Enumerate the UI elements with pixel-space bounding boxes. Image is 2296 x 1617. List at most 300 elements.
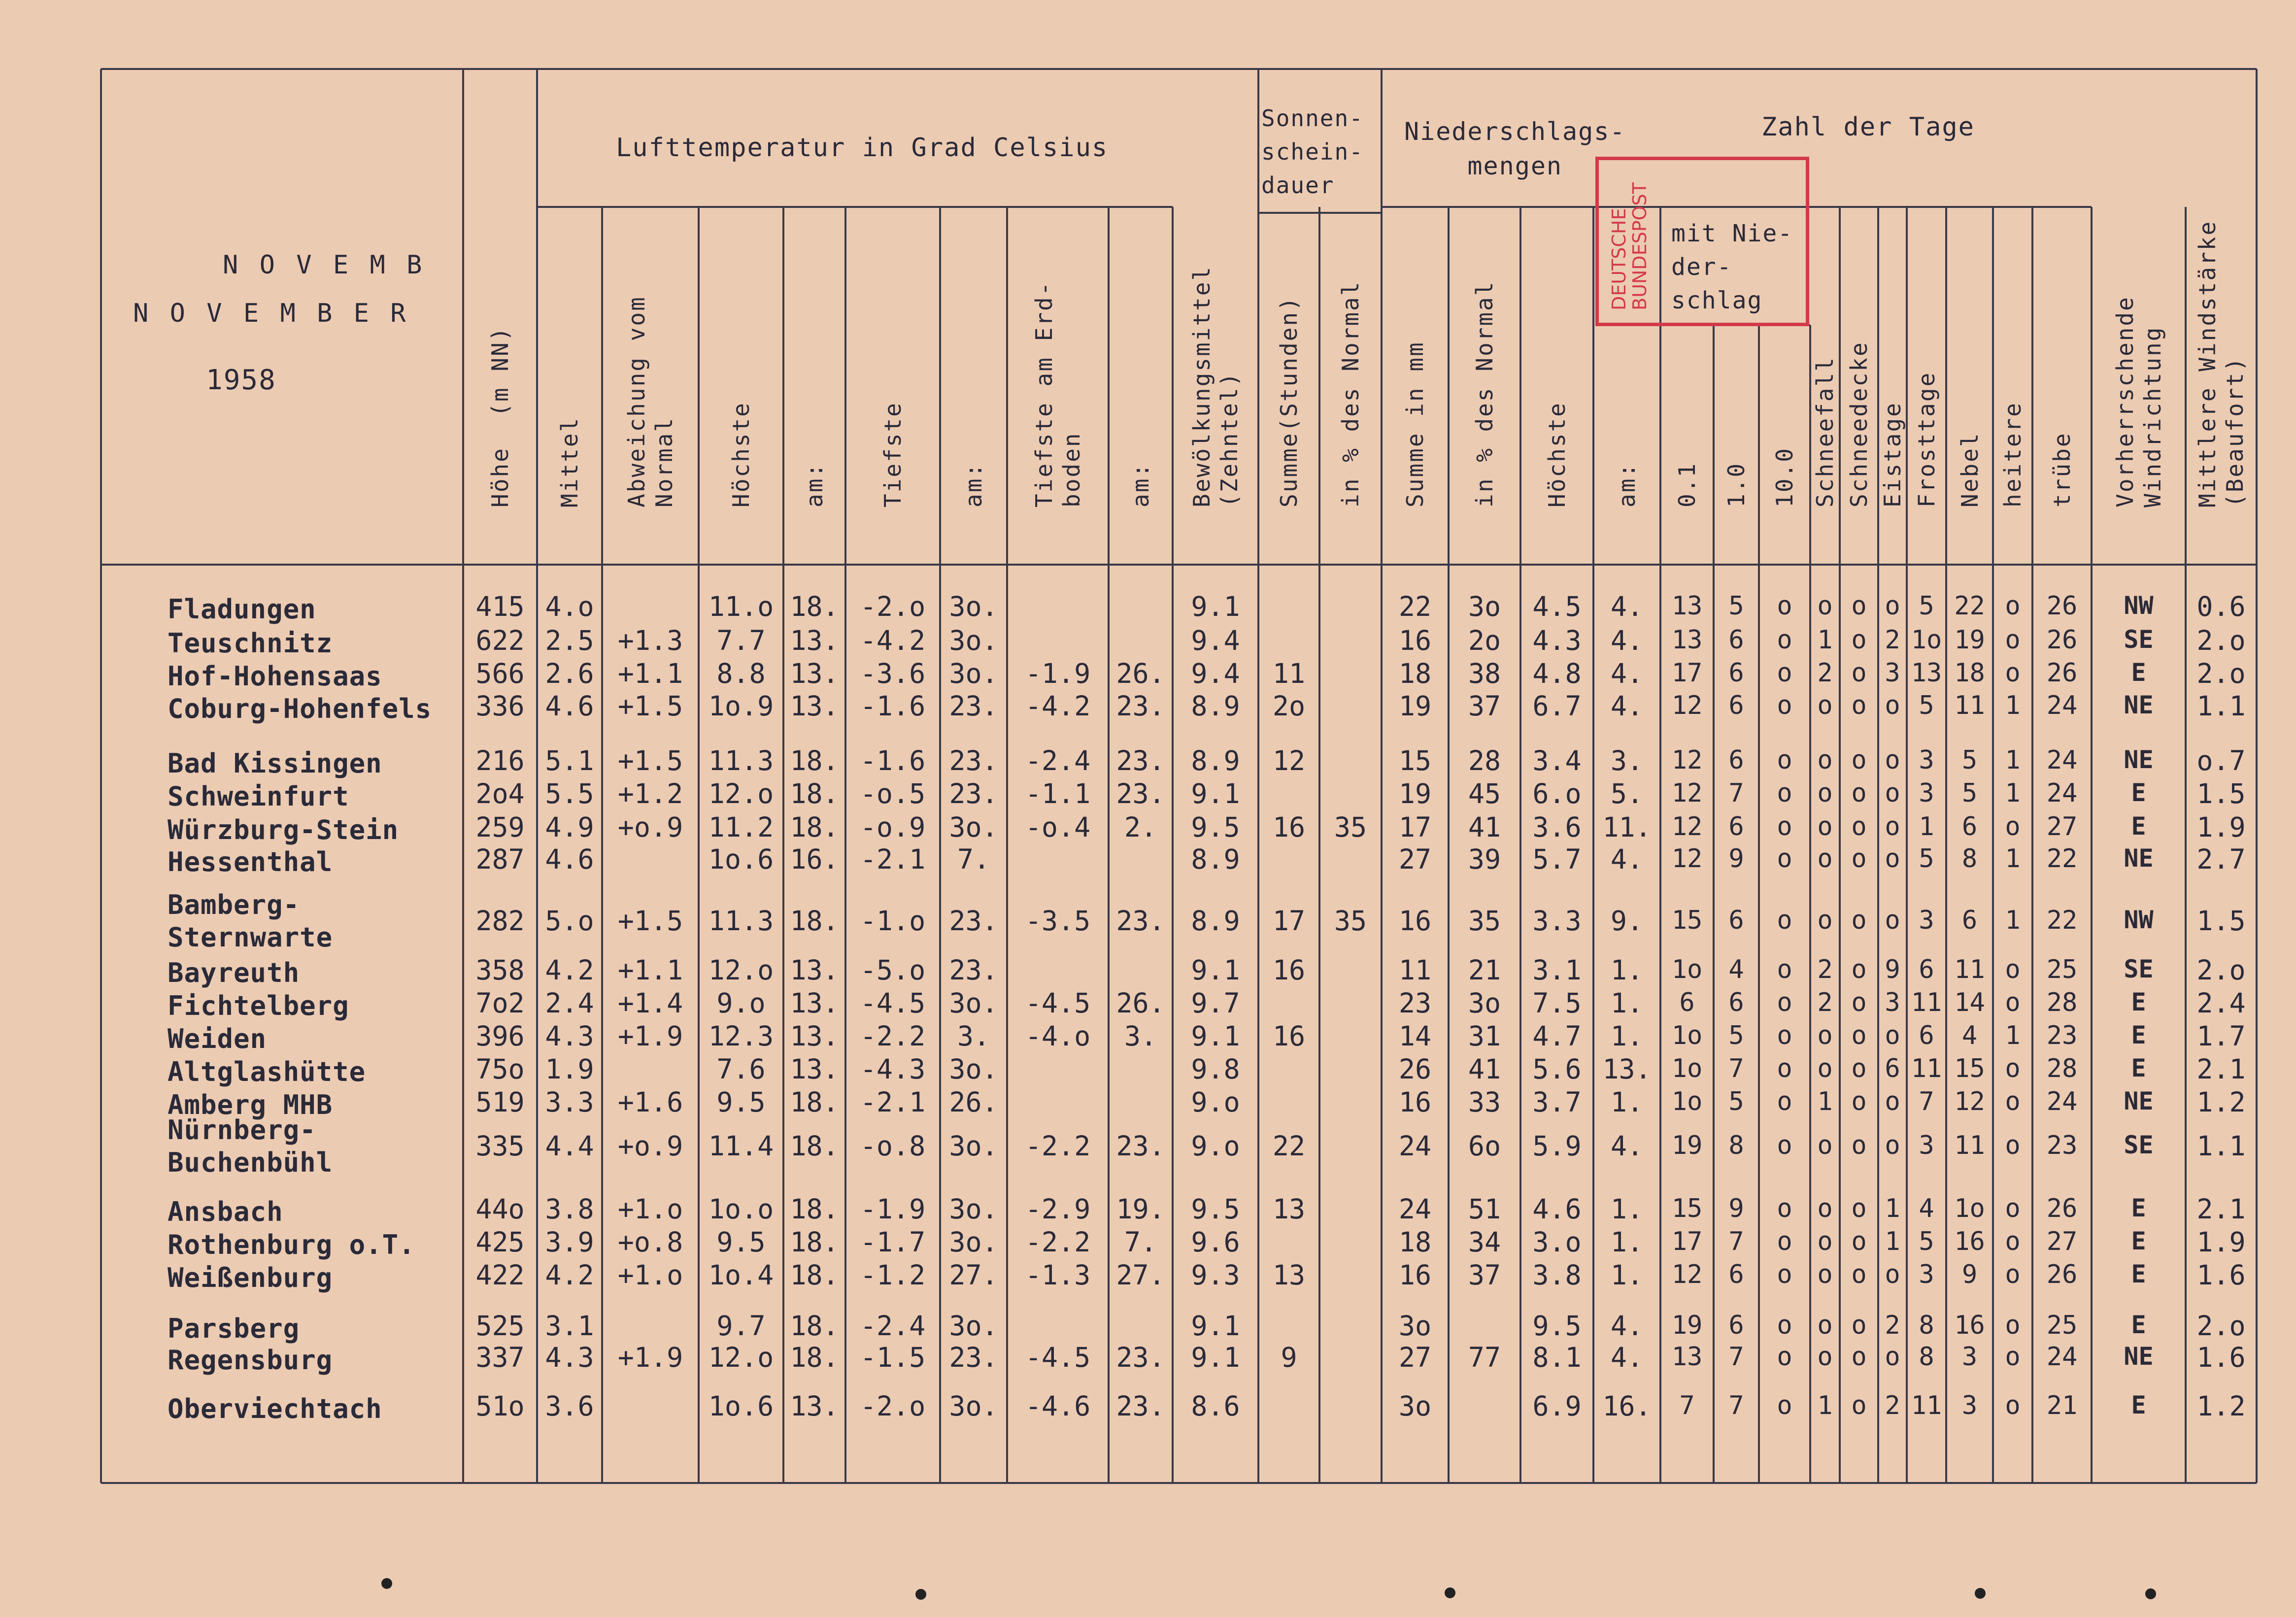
table-cell-hoechste-nied: 4.8: [1532, 658, 1582, 689]
table-cell-schneefall: o: [1817, 745, 1833, 775]
table-cell-am1: 13.: [790, 954, 839, 986]
table-cell-proz-normal-sonne: 35: [1334, 905, 1367, 937]
column-header-am2: am:: [960, 462, 987, 507]
column-header-mittel: Mittel: [556, 416, 583, 507]
table-cell-hoechste: 1o.6: [708, 1390, 774, 1422]
table-cell-windrichtung: E: [2131, 778, 2146, 807]
table-cell-am3: 27.: [1116, 1259, 1165, 1291]
table-cell-n10: 6: [1728, 1260, 1744, 1289]
table-cell-nebel: 6: [1961, 812, 1978, 842]
table-cell-am3: 7.: [1124, 1226, 1157, 1258]
table-cell-bewoelkung: 9.6: [1191, 1226, 1240, 1258]
column-header-am1: am:: [801, 462, 828, 507]
table-cell-eistage: o: [1885, 1021, 1900, 1050]
table-cell-summe-stunden: 13: [1272, 1193, 1306, 1225]
table-cell-hoechste: 1o.6: [708, 843, 774, 875]
table-cell-schneedecke: o: [1851, 691, 1867, 720]
table-cell-windstaerke: 2.7: [2196, 843, 2246, 875]
table-cell-hoechste-nied: 4.6: [1532, 1193, 1582, 1225]
table-cell-windstaerke: 1.6: [2196, 1342, 2246, 1373]
table-cell-eistage: 2: [1885, 625, 1900, 655]
table-cell-windstaerke: 2.o: [2196, 1310, 2246, 1342]
table-cell-tiefste-erd: -4.6: [1025, 1390, 1091, 1422]
table-cell-n01: 1o: [1671, 1021, 1703, 1050]
table-cell-tiefste: -1.5: [860, 1342, 926, 1373]
column-header-am3: am:: [1127, 462, 1154, 507]
table-cell-windrichtung: E: [2131, 1391, 2146, 1419]
table-cell-schneedecke: o: [1851, 1131, 1867, 1160]
column-header-hoehe: Höhe (m NN): [487, 326, 513, 507]
table-cell-mittel: 5.1: [545, 745, 594, 776]
table-cell-eistage: 1: [1885, 1194, 1900, 1223]
table-cell-n01: 17: [1671, 658, 1703, 688]
table-cell-hoechste-nied: 5.7: [1532, 843, 1582, 875]
table-cell-windrichtung: E: [2131, 812, 2146, 841]
table-cell-schneefall: o: [1817, 1311, 1833, 1340]
table-cell-am4: 4.: [1610, 591, 1644, 622]
table-cell-hoechste: 7.7: [716, 625, 766, 656]
table-cell-am2: 23.: [949, 1342, 998, 1373]
table-cell-n01: 19: [1671, 1131, 1703, 1160]
station-name: Amberg MHB: [168, 1089, 333, 1120]
table-cell-nebel: 8: [1961, 844, 1978, 874]
table-cell-summe-mm: 19: [1398, 690, 1432, 722]
table-cell-frosttage: 8: [1919, 1311, 1934, 1340]
table-cell-abweichung: +1.9: [617, 1342, 683, 1373]
table-cell-proz-normal-nied: 33: [1468, 1086, 1501, 1118]
table-cell-schneefall: 2: [1817, 988, 1833, 1017]
table-cell-hoechste-nied: 3.4: [1532, 745, 1582, 776]
table-cell-am2: 7.: [957, 843, 990, 875]
table-cell-am1: 18.: [790, 1310, 839, 1342]
month-label-en: N O V E M B E R: [133, 299, 409, 328]
table-cell-summe-stunden: 12: [1272, 745, 1306, 776]
table-cell-proz-normal-nied: 28: [1468, 745, 1501, 776]
table-cell-heitere: 1: [2005, 844, 2021, 874]
table-cell-nebel: 18: [1954, 658, 1985, 688]
table-cell-proz-normal-nied: 34: [1468, 1226, 1501, 1258]
table-cell-hoehe: 336: [475, 690, 525, 722]
column-header-summe-mm: Summe in mm: [1402, 341, 1428, 507]
table-cell-tiefste: -o.5: [860, 778, 926, 809]
station-name: Parsberg: [168, 1313, 300, 1344]
column-header-abweichung: Abweichung vom Normal: [623, 296, 677, 507]
table-cell-n100: o: [1777, 745, 1792, 775]
table-cell-schneefall: o: [1817, 778, 1833, 808]
table-cell-nebel: 11: [1954, 1131, 1985, 1160]
table-cell-am2: 3.: [957, 1020, 990, 1052]
table-cell-hoechste-nied: 8.1: [1532, 1342, 1582, 1373]
table-cell-n100: o: [1777, 1342, 1792, 1372]
table-cell-am1: 18.: [790, 778, 839, 809]
table-cell-hoechste-nied: 7.5: [1532, 987, 1582, 1019]
table-cell-truebe: 28: [2046, 1054, 2078, 1083]
table-cell-n01: 7: [1679, 1391, 1695, 1420]
table-cell-bewoelkung: 8.9: [1191, 843, 1240, 875]
table-cell-n01: 12: [1671, 844, 1703, 874]
table-cell-summe-mm: 16: [1398, 905, 1432, 937]
table-cell-heitere: o: [2005, 1391, 2021, 1420]
table-cell-n01: 6: [1679, 988, 1695, 1017]
table-cell-am4: 4.: [1610, 1310, 1644, 1342]
table-cell-hoechste-nied: 3.6: [1532, 811, 1582, 843]
table-cell-schneefall: o: [1817, 844, 1833, 874]
table-cell-heitere: 1: [2005, 906, 2021, 935]
table-cell-eistage: o: [1885, 812, 1900, 842]
table-cell-frosttage: 13: [1911, 658, 1942, 688]
table-cell-frosttage: 1: [1919, 812, 1934, 842]
table-cell-hoechste: 9.5: [716, 1086, 766, 1118]
table-cell-am1: 13.: [790, 1020, 839, 1052]
table-cell-abweichung: +1.4: [617, 987, 683, 1019]
table-cell-am3: 23.: [1116, 745, 1165, 776]
table-cell-n100: o: [1777, 1054, 1792, 1083]
punch-hole-1: [381, 1578, 392, 1589]
table-cell-abweichung: +1.1: [617, 658, 683, 689]
table-cell-frosttage: 5: [1919, 1227, 1934, 1256]
column-header-truebe: trübe: [2049, 432, 2075, 507]
table-cell-schneedecke: o: [1851, 1021, 1867, 1050]
table-cell-tiefste: -4.5: [860, 987, 926, 1019]
table-cell-mittel: 2.5: [545, 625, 594, 656]
table-cell-truebe: 27: [2046, 812, 2078, 842]
station-name: Regensburg: [168, 1345, 333, 1376]
table-cell-frosttage: 5: [1919, 844, 1934, 874]
table-cell-am1: 18.: [790, 1259, 839, 1291]
table-cell-am2: 23.: [949, 954, 998, 986]
table-cell-mittel: 4.2: [545, 1259, 594, 1291]
table-cell-windrichtung: SE: [2124, 955, 2154, 983]
table-cell-summe-mm: 22: [1398, 591, 1432, 622]
table-cell-nebel: 9: [1961, 1260, 1978, 1289]
table-cell-nebel: 11: [1954, 955, 1985, 984]
table-cell-abweichung: +1.3: [617, 625, 683, 656]
table-cell-am2: 3o.: [949, 987, 998, 1019]
table-cell-hoehe: 519: [475, 1086, 525, 1118]
table-cell-heitere: o: [2005, 1054, 2021, 1083]
table-cell-proz-normal-nied: 35: [1468, 905, 1501, 937]
table-cell-truebe: 24: [2046, 1342, 2078, 1372]
table-cell-summe-mm: 24: [1398, 1130, 1432, 1162]
table-cell-windrichtung: NE: [2124, 1342, 2154, 1371]
table-cell-eistage: o: [1885, 745, 1900, 775]
table-cell-n10: 6: [1728, 745, 1744, 775]
table-cell-am1: 13.: [790, 1053, 839, 1085]
table-cell-am4: 4.: [1610, 625, 1644, 656]
table-cell-tiefste: -4.3: [860, 1053, 926, 1085]
table-cell-hoechste: 11.2: [708, 811, 774, 843]
table-cell-schneedecke: o: [1851, 955, 1867, 984]
table-cell-n10: 9: [1728, 844, 1744, 874]
table-cell-eistage: o: [1885, 591, 1900, 621]
table-cell-hoehe: 566: [475, 658, 525, 689]
table-cell-summe-mm: 24: [1398, 1193, 1432, 1225]
table-cell-tiefste-erd: -o.4: [1025, 811, 1091, 843]
table-cell-summe-stunden: 13: [1272, 1259, 1306, 1291]
table-cell-am4: 4.: [1610, 658, 1644, 689]
group-sonnenschein: Sonnen- schein- dauer: [1261, 105, 1364, 199]
table-cell-hoechste: 9.o: [716, 987, 766, 1019]
table-cell-hoechste: 7.6: [716, 1053, 766, 1085]
table-cell-frosttage: 3: [1919, 906, 1934, 935]
table-cell-truebe: 21: [2046, 1391, 2078, 1420]
table-cell-hoehe: 396: [475, 1020, 525, 1052]
table-cell-hoechste-nied: 6.7: [1532, 690, 1582, 722]
table-cell-abweichung: +1.9: [617, 1020, 683, 1052]
table-cell-am3: 3.: [1124, 1020, 1157, 1052]
table-cell-truebe: 26: [2046, 625, 2078, 655]
table-cell-windstaerke: 1.5: [2196, 905, 2246, 937]
table-cell-n10: 6: [1728, 691, 1744, 720]
table-cell-am4: 4.: [1610, 1342, 1644, 1373]
table-cell-windrichtung: E: [2131, 1194, 2146, 1222]
table-cell-windrichtung: SE: [2124, 1131, 2154, 1159]
table-cell-n01: 13: [1671, 591, 1703, 621]
table-cell-summe-stunden: 9: [1281, 1342, 1297, 1373]
table-cell-mittel: 4.3: [545, 1342, 594, 1373]
table-cell-hoechste-nied: 5.9: [1532, 1130, 1582, 1162]
table-cell-am1: 13.: [790, 690, 839, 722]
table-cell-hoechste: 12.o: [708, 778, 774, 809]
table-cell-windstaerke: 1.7: [2196, 1020, 2246, 1052]
table-cell-schneefall: o: [1817, 1342, 1833, 1372]
table-cell-bewoelkung: 9.1: [1191, 1342, 1240, 1373]
table-cell-summe-mm: 16: [1398, 1086, 1432, 1118]
table-cell-am3: 23.: [1116, 690, 1165, 722]
group-mit-niederschlag: mit Nie- der- schlag: [1671, 220, 1793, 314]
postal-stamp-text: DEUTSCHE BUNDESPOST: [1608, 182, 1651, 310]
table-cell-am3: 23.: [1116, 778, 1165, 809]
table-cell-schneedecke: o: [1851, 591, 1867, 621]
table-cell-schneedecke: o: [1851, 906, 1867, 935]
table-cell-mittel: 3.1: [545, 1310, 594, 1342]
table-cell-am2: 3o.: [949, 1226, 998, 1258]
table-cell-n10: 7: [1728, 1391, 1744, 1420]
table-cell-summe-mm: 18: [1398, 1226, 1432, 1258]
table-cell-schneedecke: o: [1851, 1311, 1867, 1340]
table-cell-hoechste: 12.o: [708, 954, 774, 986]
table-cell-schneefall: o: [1817, 1194, 1833, 1223]
table-cell-mittel: 4.4: [545, 1130, 594, 1162]
table-cell-am3: 23.: [1116, 1390, 1165, 1422]
table-cell-proz-normal-nied: 3o: [1468, 591, 1501, 622]
table-cell-hoechste-nied: 3.8: [1532, 1259, 1582, 1291]
table-cell-proz-normal-nied: 41: [1468, 1053, 1501, 1085]
table-cell-eistage: o: [1885, 1260, 1900, 1289]
table-cell-n10: 5: [1728, 591, 1744, 621]
table-cell-bewoelkung: 9.4: [1191, 625, 1240, 656]
table-cell-tiefste: -2.1: [860, 1086, 926, 1118]
table-cell-n10: 6: [1728, 906, 1744, 935]
table-cell-am1: 18.: [790, 905, 839, 937]
table-cell-schneedecke: o: [1851, 1342, 1867, 1372]
table-cell-am1: 18.: [790, 1226, 839, 1258]
table-cell-n10: 5: [1728, 1021, 1744, 1050]
table-cell-eistage: 2: [1885, 1391, 1900, 1420]
table-cell-truebe: 23: [2046, 1021, 2078, 1050]
table-cell-n10: 6: [1728, 812, 1744, 842]
table-cell-am4: 16.: [1602, 1390, 1652, 1422]
table-cell-summe-mm: 16: [1398, 625, 1432, 656]
table-cell-schneefall: o: [1817, 1227, 1833, 1256]
table-cell-schneefall: o: [1817, 691, 1833, 720]
punch-hole-5: [2145, 1588, 2156, 1599]
station-name: Coburg-Hohenfels: [168, 693, 432, 724]
table-cell-tiefste: -2.o: [860, 1390, 926, 1422]
table-cell-bewoelkung: 8.9: [1191, 690, 1240, 722]
table-cell-am3: 26.: [1116, 658, 1165, 689]
table-cell-n100: o: [1777, 1260, 1792, 1289]
table-cell-schneefall: o: [1817, 1054, 1833, 1083]
table-cell-hoehe: 259: [475, 811, 525, 843]
table-cell-n100: o: [1777, 1311, 1792, 1340]
table-cell-n01: 12: [1671, 745, 1703, 775]
table-cell-hoechste-nied: 5.6: [1532, 1053, 1582, 1085]
table-cell-schneefall: 1: [1817, 625, 1833, 655]
table-cell-eistage: 3: [1885, 988, 1900, 1017]
station-name: Bad Kissingen: [168, 748, 382, 779]
table-cell-windstaerke: 1.6: [2196, 1259, 2246, 1291]
table-cell-eistage: o: [1885, 844, 1900, 874]
table-cell-bewoelkung: 8.6: [1191, 1390, 1240, 1422]
table-cell-n100: o: [1777, 844, 1792, 874]
table-cell-n100: o: [1777, 988, 1792, 1017]
table-cell-eistage: 3: [1885, 658, 1900, 688]
table-cell-am4: 1.: [1610, 1193, 1644, 1225]
station-name: Fladungen: [168, 594, 316, 625]
table-cell-frosttage: 11: [1911, 1054, 1942, 1083]
table-cell-am4: 4.: [1610, 690, 1644, 722]
table-cell-am1: 13.: [790, 625, 839, 656]
table-cell-windstaerke: 2.o: [2196, 625, 2246, 656]
column-header-windrichtung: Vorherrschende Windrichtung: [2111, 296, 2166, 507]
table-cell-summe-mm: 27: [1398, 843, 1432, 875]
table-cell-windstaerke: 2.o: [2196, 658, 2246, 689]
table-cell-n01: 1o: [1671, 1054, 1703, 1083]
table-cell-n01: 12: [1671, 1260, 1703, 1289]
group-zahl-tage: Zahl der Tage: [1761, 112, 1975, 142]
group-lufttemperatur: Lufttemperatur in Grad Celsius: [616, 133, 1109, 163]
table-cell-tiefste-erd: -3.5: [1025, 905, 1091, 937]
column-header-nebel: Nebel: [1956, 432, 1983, 507]
table-cell-bewoelkung: 9.o: [1191, 1130, 1240, 1162]
table-cell-bewoelkung: 9.4: [1191, 658, 1240, 689]
table-cell-hoechste-nied: 4.3: [1532, 625, 1582, 656]
table-cell-tiefste-erd: -4.o: [1025, 1020, 1091, 1052]
table-cell-nebel: 22: [1954, 591, 1985, 621]
table-cell-hoechste-nied: 4.5: [1532, 591, 1582, 622]
column-header-proz-normal-nied: in % des Normal: [1471, 280, 1498, 507]
table-cell-hoechste-nied: 3.o: [1532, 1226, 1582, 1258]
table-cell-summe-stunden: 22: [1272, 1130, 1306, 1162]
table-cell-summe-mm: 26: [1398, 1053, 1432, 1085]
table-cell-hoechste: 11.3: [708, 905, 774, 937]
table-cell-summe-mm: 18: [1398, 658, 1432, 689]
table-cell-mittel: 4.3: [545, 1020, 594, 1052]
table-cell-heitere: o: [2005, 658, 2021, 688]
table-cell-frosttage: 3: [1919, 1260, 1934, 1289]
table-cell-tiefste: -1.9: [860, 1193, 926, 1225]
table-cell-bewoelkung: 9.1: [1191, 954, 1240, 986]
table-cell-am3: 23.: [1116, 905, 1165, 937]
table-cell-summe-mm: 23: [1398, 987, 1432, 1019]
table-cell-hoechste: 11.4: [708, 1130, 774, 1162]
table-cell-heitere: o: [2005, 591, 2021, 621]
table-cell-schneedecke: o: [1851, 1087, 1867, 1116]
table-cell-tiefste: -1.o: [860, 905, 926, 937]
table-cell-am4: 9.: [1610, 905, 1644, 937]
table-cell-schneedecke: o: [1851, 1227, 1867, 1256]
table-cell-schneedecke: o: [1851, 812, 1867, 842]
station-name: Bamberg- Sternwarte: [168, 889, 333, 953]
table-cell-frosttage: 7: [1919, 1087, 1934, 1116]
table-cell-hoehe: 75o: [475, 1053, 525, 1085]
table-cell-hoechste-nied: 3.1: [1532, 954, 1582, 986]
table-cell-tiefste-erd: -4.2: [1025, 690, 1091, 722]
table-cell-summe-mm: 19: [1398, 778, 1432, 809]
table-cell-truebe: 27: [2046, 1227, 2078, 1256]
table-cell-am2: 3o.: [949, 1130, 998, 1162]
table-cell-hoehe: 216: [475, 745, 525, 776]
station-name: Hessenthal: [168, 846, 333, 877]
table-cell-windstaerke: 2.o: [2196, 954, 2246, 986]
table-cell-schneefall: 1: [1817, 1391, 1833, 1420]
table-cell-tiefste-erd: -4.5: [1025, 987, 1091, 1019]
table-cell-hoehe: 422: [475, 1259, 525, 1291]
table-cell-truebe: 26: [2046, 658, 2078, 688]
table-cell-frosttage: 6: [1919, 1021, 1934, 1050]
table-cell-hoehe: 622: [475, 625, 525, 656]
table-cell-schneedecke: o: [1851, 625, 1867, 655]
table-cell-n100: o: [1777, 625, 1792, 655]
station-name: Weißenburg: [168, 1262, 333, 1293]
table-cell-bewoelkung: 8.9: [1191, 905, 1240, 937]
table-cell-frosttage: 1o: [1911, 625, 1942, 655]
table-cell-summe-stunden: 16: [1272, 954, 1306, 986]
table-cell-abweichung: +o.8: [617, 1226, 683, 1258]
column-header-n01: 0.1: [1674, 462, 1700, 507]
table-cell-frosttage: 5: [1919, 691, 1934, 720]
table-cell-n01: 13: [1671, 1342, 1703, 1372]
table-cell-truebe: 22: [2046, 844, 2078, 874]
table-cell-n01: 1o: [1671, 1087, 1703, 1116]
table-cell-proz-normal-nied: 21: [1468, 954, 1501, 986]
table-cell-am4: 1.: [1610, 987, 1644, 1019]
table-cell-schneedecke: o: [1851, 778, 1867, 808]
table-cell-schneedecke: o: [1851, 1054, 1867, 1083]
table-cell-eistage: o: [1885, 906, 1900, 935]
table-cell-hoechste-nied: 3.7: [1532, 1086, 1582, 1118]
table-cell-proz-normal-nied: 3o: [1468, 987, 1501, 1019]
punch-hole-3: [1445, 1587, 1455, 1598]
table-cell-bewoelkung: 9.1: [1191, 1020, 1240, 1052]
table-cell-n10: 6: [1728, 988, 1744, 1017]
table-cell-schneedecke: o: [1851, 658, 1867, 688]
table-cell-bewoelkung: 9.5: [1191, 811, 1240, 843]
table-cell-nebel: 14: [1954, 988, 1985, 1017]
table-cell-n01: 19: [1671, 1311, 1703, 1340]
column-header-schneedecke: Schneedecke: [1846, 341, 1872, 507]
table-cell-frosttage: 5: [1919, 591, 1934, 621]
table-cell-n01: 13: [1671, 625, 1703, 655]
table-cell-abweichung: +1.o: [617, 1193, 683, 1225]
table-cell-nebel: 15: [1954, 1054, 1985, 1083]
table-cell-tiefste: -2.2: [860, 1020, 926, 1052]
table-cell-truebe: 24: [2046, 745, 2078, 775]
table-cell-nebel: 1o: [1954, 1194, 1985, 1223]
table-cell-am2: 23.: [949, 690, 998, 722]
column-header-summe-stunden: Summe(Stunden): [1276, 296, 1302, 507]
